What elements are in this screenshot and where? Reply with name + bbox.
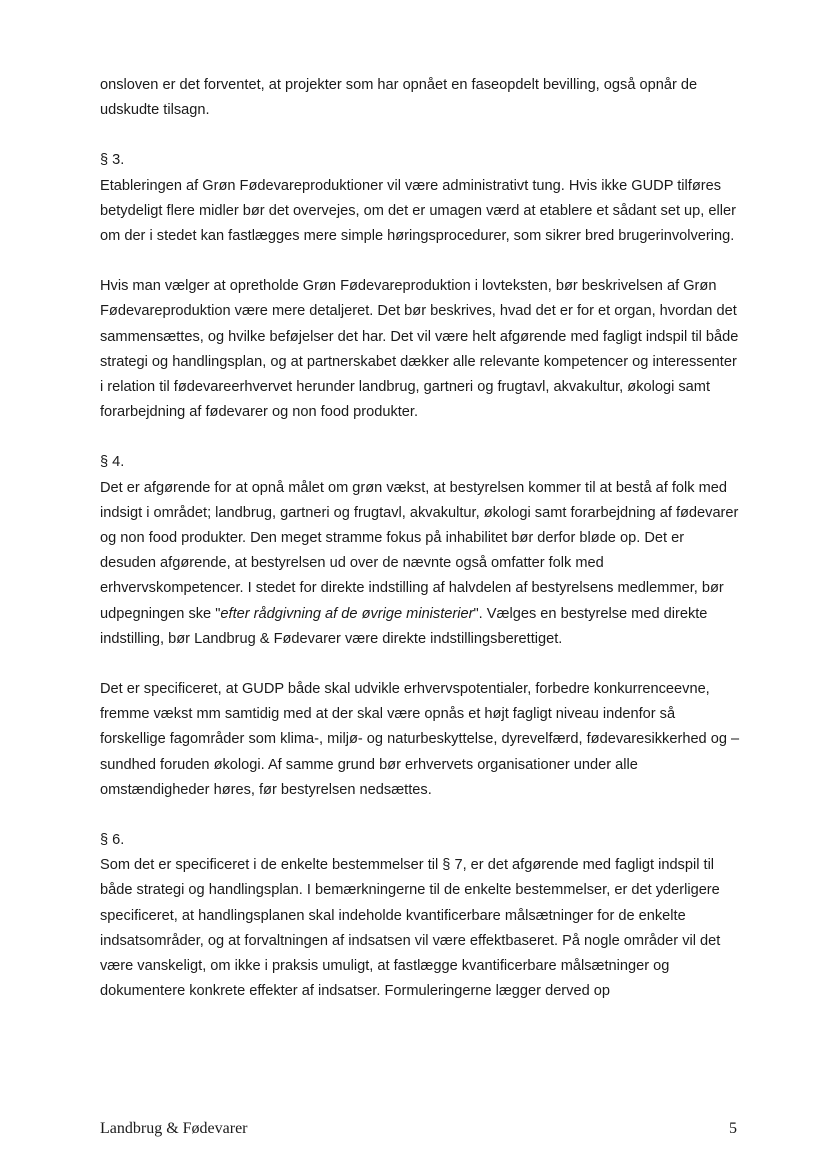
paragraph-groen-foedevareproduktion: Hvis man vælger at opretholde Grøn Fødevareproduktion i lovteksten, bør beskrivelsen af Grøn Fødevareproduktion være mere detaljeret. Det bør beskrives, hvad det er for et organ, hvordan det sammensættes, og hvilke beføjelser det har. Det vil være helt afgørende med fagligt indspil til både strategi og handlingsplan, og at partnerskabet dækker alle relevante kompetencer og interessenter i relation til fødevareerhvervet herunder landbrug, gartneri og frugtavl, akvakultur, økologi samt forarbejdning af fødevarer og non food produkter. bbox=[100, 278, 739, 421]
section-heading-4: § 4. bbox=[100, 454, 125, 471]
page-number: 5 bbox=[729, 1120, 737, 1137]
paragraph-section-6: Som det er specificeret i de enkelte bestemmelser til § 7, er det afgørende med fagligt indspil til både strategi og handlingsplan. I bemærkningerne til de enkelte bestemmelser, er det yderligere specificeret, at handlingsplanen skal indeholde kvantificerbare målsætninger for de enkelte indsatsområder, og at forvaltningen af indsatsen vil være effektbaseret. På nogle områder vil det være vanskeligt, om ikke i praksis umuligt, at fastlægge kvantificerbare målsætninger og dokumentere konkrete effekter af indsatser. Formuleringerne lægger derved op bbox=[100, 857, 721, 1000]
paragraph-section-3: Etableringen af Grøn Fødevareproduktioner vil være administrativt tung. Hvis ikke GUDP tilføres betydeligt flere midler bør det overvejes, om det er umagen værd at etablere et sådant set up, eller om der i stedet kan fastlægges mere simple høringsprocedurer, som sikrer bred brugerinvolvering. bbox=[100, 177, 736, 245]
section-heading-6: § 6. bbox=[100, 832, 125, 849]
quoted-phrase: efter rådgivning af de øvrige ministerier bbox=[220, 605, 474, 622]
document-body bbox=[100, 73, 740, 1005]
paragraph-section-4-part-a: Det er afgørende for at opnå målet om grøn vækst, at bestyrelsen kommer til at bestå af folk med indsigt i området; landbrug, gartneri og frugtavl, akvakultur, økologi samt forarbejdning af fødevarer og non food produkter. Den meget stramme fokus på inhabilitet bør derfor bløde op. Det er desuden afgørende, at bestyrelsen ud over de nævnte også omfatter folk med erhvervskompetencer. I stedet for direkte indstilling af halvdelen af bestyrelsens medlemmer, bør udpegningen ske " bbox=[100, 479, 739, 622]
section-heading-3: § 3. bbox=[100, 152, 125, 169]
paragraph-section-4-part-b: ". Vælges en bestyrelse med direkte indstilling, bør Landbrug & Fødevarer være direkte indstillingsberettiget. bbox=[100, 605, 708, 647]
paragraph-section-4 bbox=[100, 476, 740, 652]
paragraph-continued: onsloven er det forventet, at projekter som har opnået en faseopdelt bevilling, også opnår de udskudte tilsagn. bbox=[100, 77, 698, 119]
paragraph-gudp-specification: Det er specificeret, at GUDP både skal udvikle erhvervspotentialer, forbedre konkurrenceevne, fremme vækst mm samtidig med at der skal være opnås et højt fagligt niveau indenfor så forskellige fagområder som klima-, miljø- og naturbeskyttelse, dyrevelfærd, fødevaresikkerhed og – sundhed foruden økologi. Af samme grund bør erhvervets organisationer under alle omstændigheder høres, før bestyrelsen nedsættes. bbox=[100, 681, 740, 798]
footer-organization: Landbrug & Fødevarer bbox=[100, 1120, 248, 1137]
